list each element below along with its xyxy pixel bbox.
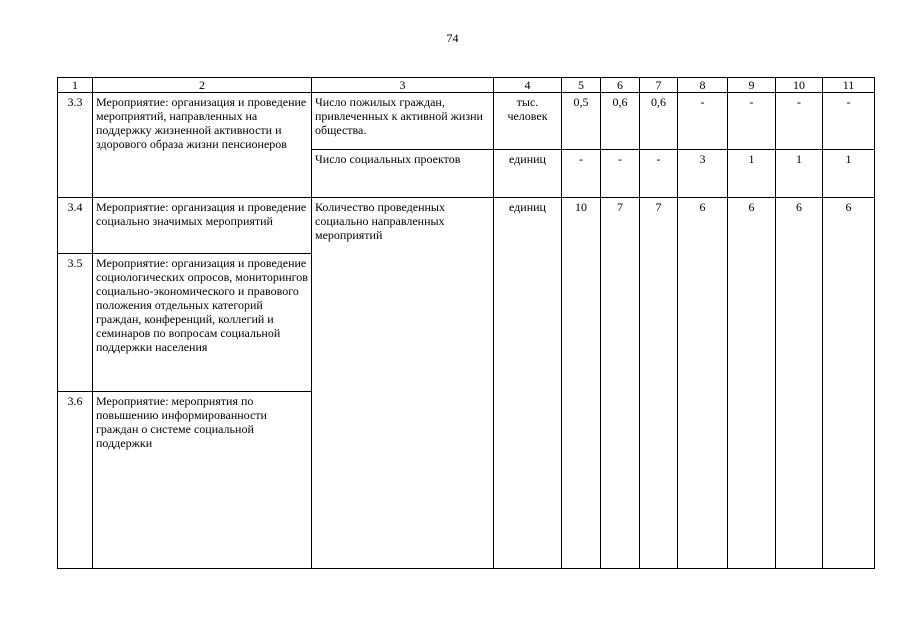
value-cell: 1 [776,150,823,198]
unit-cell: тыс. человек [494,93,562,150]
row-number: 3.5 [58,254,93,392]
value-cell: 6 [728,198,776,569]
indicator-name: Число пожилых граждан, привлеченных к активной жизни общества. [312,93,494,150]
table-row [58,93,875,150]
value-cell: 1 [823,150,875,198]
row-number: 3.3 [58,93,93,198]
unit-cell: единиц [494,198,562,569]
value-cell: 6 [823,198,875,569]
indicator-name: Число социальных проектов [312,150,494,198]
value-cell: - [562,150,601,198]
column-header: 11 [823,78,875,93]
value-cell: 0,6 [601,93,640,150]
value-cell: 0,5 [562,93,601,150]
value-cell: 1 [728,150,776,198]
column-header: 10 [776,78,823,93]
value-cell: 7 [640,198,678,569]
value-cell: 3 [678,150,728,198]
value-cell: 10 [562,198,601,569]
value-cell: - [678,93,728,150]
value-cell: - [776,93,823,150]
column-header: 3 [312,78,494,93]
value-cell: 6 [776,198,823,569]
column-header: 9 [728,78,776,93]
value-cell: - [601,150,640,198]
value-cell: 7 [601,198,640,569]
event-description: Мероприятие: организация и проведение социологических опросов, мониторингов социально-экономического и правового положения отдельных категорий граждан, конференций, коллегий и семинаров по вопросам социальной поддержки населения [93,254,312,392]
value-cell: - [823,93,875,150]
value-cell: 0,6 [640,93,678,150]
column-header: 4 [494,78,562,93]
column-header: 5 [562,78,601,93]
unit-cell: единиц [494,150,562,198]
column-header: 1 [58,78,93,93]
indicators-table [57,77,875,569]
row-number: 3.6 [58,392,93,569]
row-number: 3.4 [58,198,93,254]
value-cell: 6 [678,198,728,569]
event-description: Мероприятие: организация и проведение социально значимых мероприятий [93,198,312,254]
value-cell: - [640,150,678,198]
column-number-header-row [58,78,875,93]
column-header: 6 [601,78,640,93]
indicator-name: Количество проведенных социально направленных мероприятий [312,198,494,569]
page-number: 74 [446,31,459,45]
column-header: 8 [678,78,728,93]
column-header: 2 [93,78,312,93]
event-description: Мероприятие: мероприятия по повышению информированности граждан о системе социальной поддержки [93,392,312,569]
value-cell: - [728,93,776,150]
table-row [58,198,875,254]
column-header: 7 [640,78,678,93]
event-description: Мероприятие: организация и проведение мероприятий, направленных на поддержку жизненной активности и здорового образа жизни пенсионеров [93,93,312,198]
